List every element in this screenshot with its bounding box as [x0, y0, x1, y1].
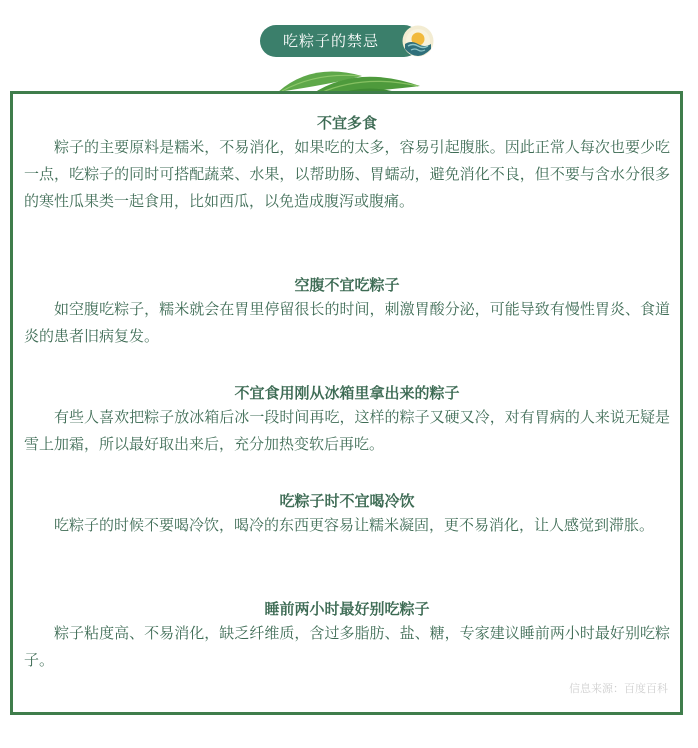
- section-body: 粽子粘度高、不易消化，缺乏纤维质，含过多脂肪、盐、糖，专家建议睡前两小时最好别吃粽子。: [24, 624, 670, 669]
- section-before-sleep: [24, 598, 670, 674]
- section-cold-drinks: [24, 490, 670, 539]
- source-note: 信息来源：百度百科: [569, 682, 668, 695]
- section-title: 睡前两小时最好别吃粽子: [264, 600, 430, 618]
- section-title: 不宜多食: [316, 114, 377, 132]
- sun-over-water-icon: [402, 25, 434, 57]
- section-title: 空腹不宜吃粽子: [294, 276, 400, 294]
- section-body: 如空腹吃粽子，糯米就会在胃里停留很长的时间，刺激胃酸分泌，可能导致有慢性胃炎、食道炎的患者旧病复发。: [24, 300, 670, 345]
- page-title: 吃粽子的禁忌: [282, 32, 379, 50]
- section-empty-stomach: [24, 274, 670, 350]
- section-body: 有些人喜欢把粽子放冰箱后冰一段时间再吃，这样的粽子又硬又冷，对有胃病的人来说无疑是雪上加霜，所以最好取出来后，充分加热变软后再吃。: [24, 408, 670, 453]
- section-body: 吃粽子的时候不要喝冷饮，喝冷的东西更容易让糯米凝固，更不易消化，让人感觉到滞胀。: [54, 516, 655, 534]
- header-title-badge: [260, 25, 434, 57]
- section-title: 不宜食用刚从冰箱里拿出来的粽子: [234, 384, 460, 402]
- section-title: 吃粽子时不宜喝冷饮: [279, 492, 415, 510]
- section-not-eat-too-much: [24, 112, 670, 215]
- section-body: 粽子的主要原料是糯米，不易消化，如果吃的太多，容易引起腹胀。因此正常人每次也要少吃一点，吃粽子的同时可搭配蔬菜、水果，以帮助肠、胃蠕动，避免消化不良，但不要与含水分很多的寒性瓜果类一起食用，比如西瓜，以免造成腹泻或腹痛。: [24, 138, 670, 210]
- section-cold-from-fridge: [24, 382, 670, 458]
- content-card: [10, 91, 683, 715]
